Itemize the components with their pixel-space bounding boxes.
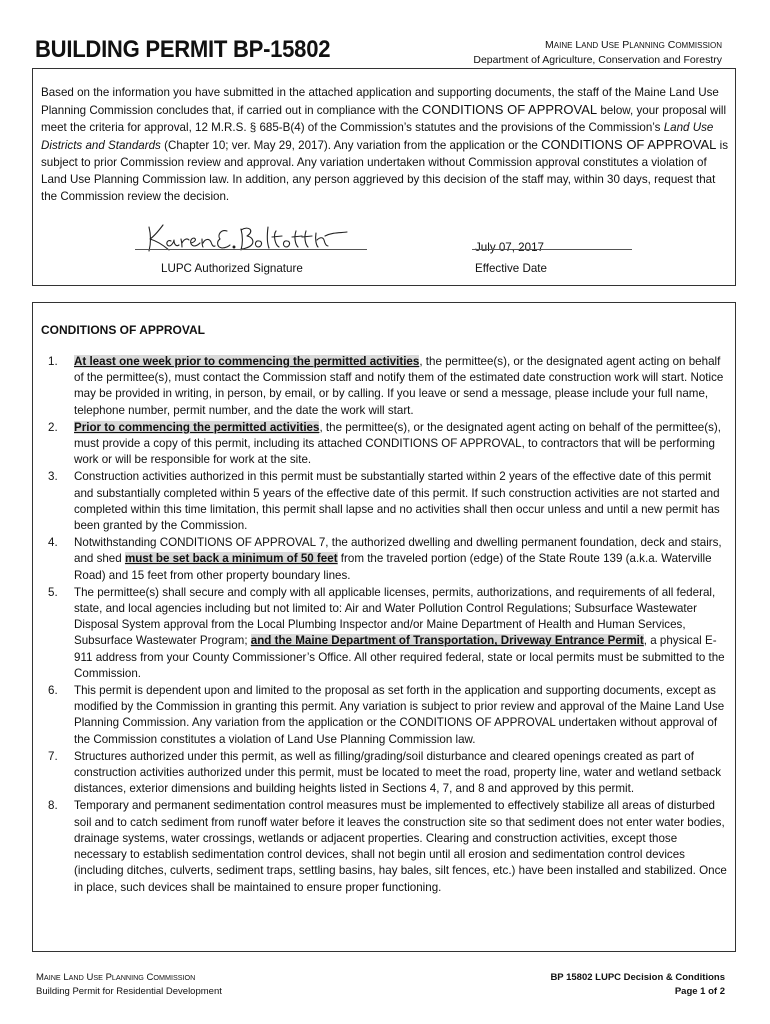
- condition-number: 2.: [48, 420, 58, 434]
- footer-left: [36, 971, 222, 999]
- condition-number: 3.: [48, 470, 58, 484]
- intro-text-3: (Chapter 10; ver. May 29, 2017). Any variation from the application or the: [160, 139, 542, 152]
- condition-text: , the permittee(s), or the designated agent acting on behalf of the permittee(s), must provide a copy of this permit, including its attached CONDITIONS OF APPROVAL, to contractors that will be performing work or will be responsible for work at the site.: [74, 420, 721, 467]
- condition-number: 5.: [48, 585, 58, 599]
- condition-item: [39, 683, 727, 748]
- condition-item: [39, 535, 727, 584]
- condition-text: , the permittee(s), or the designated agent acting on behalf of the permittee(s), must contact the Commission staff and notify them of the estimated date construction work will start. Notice may be provided in writing, in person, by email, or by calling. If you leave or send a message, please include your full name, telephone number, permit number, and the date the work will start.: [74, 355, 724, 417]
- conditions-list: [39, 354, 727, 897]
- intro-text-2: below, your proposal will meet the criteria for approval, 12 M.R.S. § 685-B(4) of the Commission’s statutes and the provisions of the Commission’s: [41, 104, 727, 134]
- condition-text: , a physical E-911 address from your County Commissioner’s Office. All other required federal, state or local permits must be submitted to the Commission.: [74, 634, 725, 680]
- signature-label: LUPC Authorized Signature: [161, 262, 303, 275]
- condition-number: 1.: [48, 355, 58, 368]
- condition-item: [39, 585, 727, 682]
- effective-date-label: Effective Date: [475, 262, 547, 275]
- intro-text-4: is subject to prior Commission review and approval. Any variation undertaken without Commission approval constitutes a violation of Land Use Planning Commission law. In addition, any person aggrieved by this decision of the staff may, within 30 days, request that the Commission review the decision.: [41, 139, 728, 203]
- agency-name: MAINE LAND USE PLANNING COMMISSION: [545, 39, 722, 51]
- condition-text: The permittee(s) shall secure and comply with all applicable licenses, permits, authorizations, and requirements of all federal, state, and local agencies including but not limited to: Air and Water Pollution Control Regulations; Subsurface Wastewater Disposal System approval from the Local Plumbing Inspector and/or Maine Department of Health and Human Services, Subsurface Wastewater Program;: [74, 585, 716, 648]
- intro-caps-1: CONDITIONS OF APPROVAL: [421, 102, 598, 117]
- condition-number: 7.: [48, 749, 58, 763]
- date-line: [472, 249, 632, 250]
- condition-highlight: must be set back a minimum of 50 feet: [124, 552, 338, 566]
- condition-item: [39, 469, 727, 534]
- department-name: Department of Agriculture, Conservation and Forestry: [473, 54, 722, 66]
- condition-highlight: At least one week prior to commencing the permitted activities: [74, 355, 420, 368]
- agency-header: [473, 38, 722, 67]
- condition-text: Notwithstanding CONDITIONS OF APPROVAL 7, the authorized dwelling and dwelling permanent foundation, deck and stairs, and shed: [74, 536, 722, 566]
- condition-item: [39, 798, 727, 895]
- condition-highlight: and the Maine Department of Transportation, Driveway Entrance Permit: [250, 634, 644, 648]
- decision-box: [32, 68, 736, 286]
- condition-text: Temporary and permanent sedimentation control measures must be implemented to effectively stabilize all areas of disturbed soil and to catch sediment from runoff water before it leaves the construction site so that sediment does not enter water bodies, drainage systems, water crossings, wetlands or adjacent properties. Clearing and construction activities, except those necessary to establish sedimentation control devices, shall not begin until all erosion and sedimentation control devices (including ditches, culverts, sediment traps, settling basins, hay bales, silt fences, etc.) have been installed and stabilized. Once in place, such devices shall be maintained to ensure proper functioning.: [74, 799, 727, 894]
- footer-right: [550, 971, 725, 999]
- condition-item: [39, 420, 727, 469]
- decision-statement: [41, 84, 731, 205]
- condition-item: [39, 749, 727, 798]
- condition-highlight: Prior to commencing the permitted activities: [74, 420, 320, 434]
- condition-text: This permit is dependent upon and limited to the proposal as set forth in the application and supporting documents, except as modified by the Commission in granting this permit. Any variation is subject to prior review and approval of the Maine Land Use Planning Commission. Any variation from the application or the CONDITIONS OF APPROVAL undertaken without approval of the Commission constitutes a violation of Land Use Planning Commission law.: [74, 684, 725, 746]
- conditions-heading: CONDITIONS OF APPROVAL: [41, 323, 206, 337]
- intro-italic: Land Use Districts and Standards: [41, 121, 714, 152]
- permit-title: BUILDING PERMIT BP-15802: [35, 36, 331, 63]
- condition-item: [39, 354, 727, 419]
- page-number: Page 1 of 2: [674, 986, 725, 997]
- signature-line: [135, 249, 367, 250]
- condition-text: from the traveled portion (edge) of the State Route 139 (a.k.a. Waterville Road) and 15 feet from other property boundary lines.: [74, 552, 712, 582]
- conditions-box: [32, 302, 736, 952]
- intro-caps-2: CONDITIONS OF APPROVAL: [541, 137, 717, 152]
- effective-date: July 07, 2017: [475, 241, 544, 254]
- footer-doc-ref: BP 15802 LUPC Decision & Conditions: [550, 972, 725, 983]
- footer-subtitle: Building Permit for Residential Development: [36, 986, 222, 997]
- condition-text: Structures authorized under this permit, as well as filling/grading/soil disturbance and cleared openings created as part of construction activities authorized under this permit, must be located to meet the road, property line, water and wetland setback distances, exterior dimensions and building heights listed in Sections 4, 7, and 8 and approved by this permit.: [74, 749, 722, 796]
- condition-number: 8.: [48, 799, 58, 813]
- intro-text-1: Based on the information you have submitted in the attached application and supporting documents, the staff of the Maine Land Use Planning Commission concludes that, if carried out in compliance with the: [41, 86, 719, 117]
- condition-number: 4.: [48, 536, 58, 550]
- condition-text: Construction activities authorized in this permit must be substantially started within 2 years of the effective date of this permit and substantially completed within 5 years of the effective date of this permit. If such construction activities are not started and completed within this time limitation, this permit shall lapse and no activities shall then occur unless and until a new permit has been granted by the Commission.: [74, 470, 720, 533]
- footer-agency-name: MAINE LAND USE PLANNING COMMISSION: [36, 972, 196, 983]
- condition-number: 6.: [48, 684, 58, 698]
